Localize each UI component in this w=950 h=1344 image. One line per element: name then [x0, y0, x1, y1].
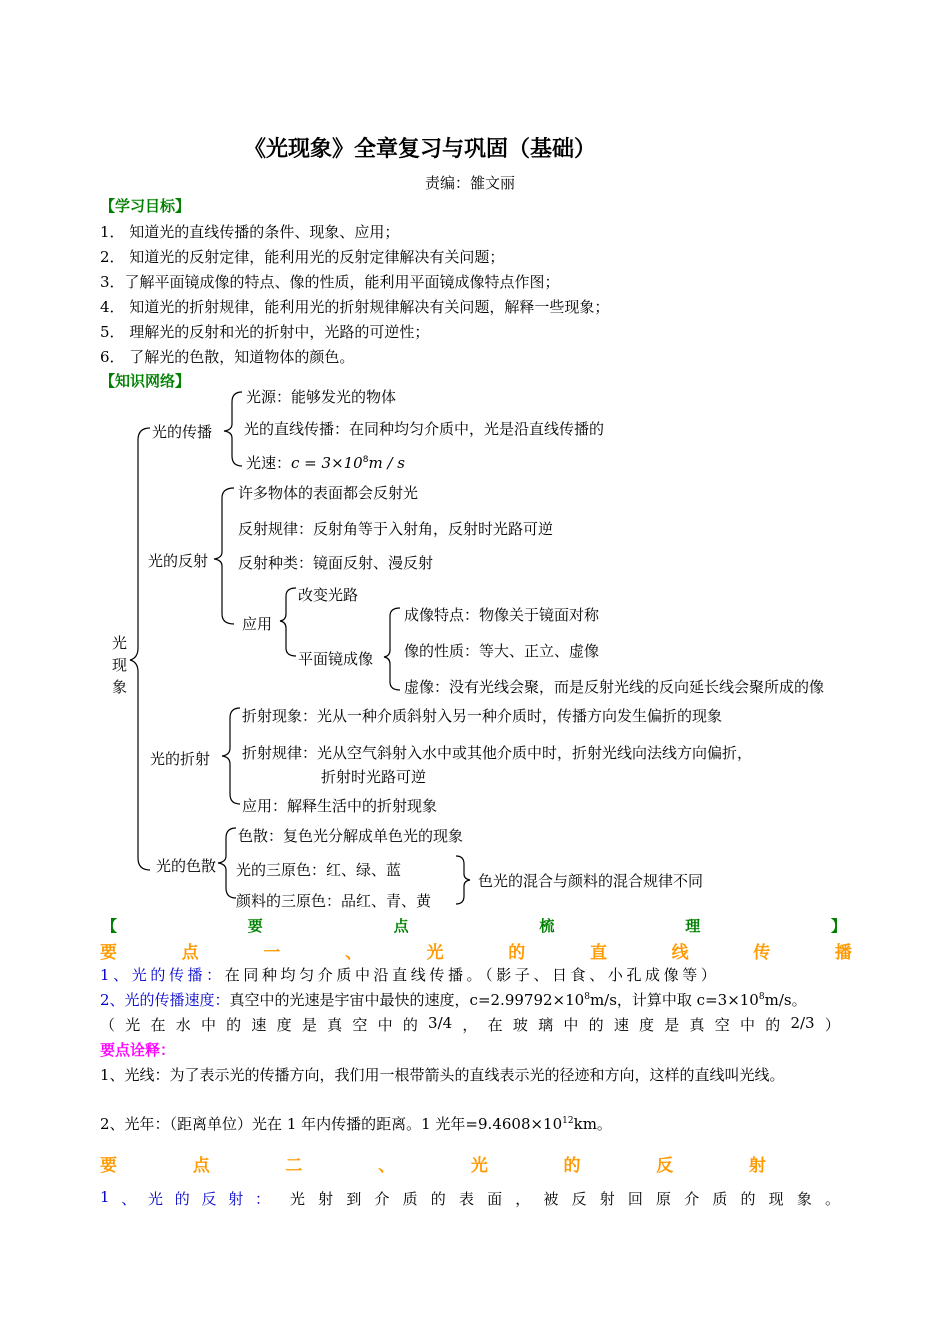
- node-refract-law-cont: 折射时光路可逆: [321, 768, 427, 786]
- node-dispersion: 光的色散: [156, 857, 217, 875]
- node-light-speed: 光速：$c = 3\times 10^8m / s$: [246, 454, 405, 472]
- node-image-property: 像的性质：等大、正立、虚像: [404, 642, 600, 660]
- node-primary-pigment: 颜料的三原色：品红、青、黄: [236, 892, 432, 910]
- goal-item: 4． 知道光的折射规律，能利用光的折射规律解决有关问题，解释一些现象；: [100, 298, 610, 316]
- goal-item: 5． 理解光的反射和光的折射中，光路的可逆性；: [100, 323, 430, 341]
- map-root: 光 现 象: [112, 634, 128, 696]
- node-refract-phenomenon: 折射现象：光从一种介质斜射入另一种介质时，传播方向发生偏折的现象: [242, 707, 723, 725]
- node-refract-law: 折射规律：光从空气斜射入水中或其他介质中时，折射光线向法线方向偏折，: [242, 744, 753, 762]
- node-straight-line: 光的直线传播：在同种均匀介质中，光是沿直线传播的: [244, 420, 605, 438]
- notes-heading: 要点诠释：: [100, 1041, 176, 1059]
- author-line: 责编：雒文丽: [425, 174, 516, 192]
- node-reflect-surface: 许多物体的表面都会反射光: [238, 484, 419, 502]
- page-title: 《光现象》全章复习与巩固（基础）: [243, 136, 596, 162]
- node-refract-app: 应用：解释生活中的折射现象: [242, 797, 438, 815]
- point1-item1: 1、光的传播：在同种均匀介质中沿直线传播。（影子、日食、小孔成像等）: [100, 966, 720, 984]
- node-primary-light: 光的三原色：红、绿、蓝: [236, 861, 402, 879]
- point2-item1-label: 1 、 光 的 反 射 ：: [100, 1188, 270, 1208]
- node-virtual-image: 虚像：没有光线会聚，而是反射光线的反向延长线会聚所成的像: [404, 678, 825, 696]
- point2-heading: 要 点 二 、 光 的 反 射: [100, 1156, 766, 1176]
- point1-item2: 2、光的传播速度：真空中的光速是宇宙中最快的速度，$c=2.99792\times 10^8m/s$，计算中取 $c=3\times 10^8m/s$。: [100, 991, 807, 1009]
- goal-item: 1． 知道光的直线传播的条件、现象、应用；: [100, 223, 400, 241]
- network-heading: 【知识网络】: [100, 372, 191, 390]
- point1-heading: 要 点 一 、 光 的 直 线 传 播: [100, 943, 852, 963]
- node-propagation: 光的传播: [152, 423, 213, 441]
- node-mixing-note: 色光的混合与颜料的混合规律不同: [478, 872, 704, 890]
- points-heading: 【 要 点 梳 理 】: [102, 917, 846, 935]
- node-light-source: 光源：能够发光的物体: [246, 388, 397, 406]
- goals-heading: 【学习目标】: [100, 197, 191, 215]
- node-reflect-types: 反射种类：镜面反射、漫反射: [238, 554, 434, 572]
- point2-item1-text: 光 射 到 介 质 的 表 面 ， 被 反 射 回 原 介 质 的 现 象 。: [290, 1190, 840, 1208]
- point1-item2-cont: （ 光 在 水 中 的 速 度 是 真 空 中 的 3/4 ， 在 玻 璃 中 的 速 度 是 真 空 中 的 2/3 ）: [100, 1014, 840, 1034]
- goal-item: 2． 知道光的反射定律，能利用光的反射定律解决有关问题；: [100, 248, 505, 266]
- node-dispersion-def: 色散：复色光分解成单色光的现象: [238, 827, 464, 845]
- node-reflect-law: 反射规律：反射角等于入射角，反射时光路可逆: [238, 520, 554, 538]
- node-change-path: 改变光路: [298, 586, 359, 604]
- note-light-ray: 1、光线：为了表示光的传播方向，我们用一根带箭头的直线表示光的径迹和方向，这样的直线叫光线。: [100, 1066, 785, 1084]
- node-reflect-app: 应用: [242, 615, 273, 633]
- goal-item: 3．了解平面镜成像的特点、像的性质，能利用平面镜成像特点作图；: [100, 273, 560, 291]
- goal-item: 6． 了解光的色散，知道物体的颜色。: [100, 348, 355, 366]
- note-light-year: 2、光年：（距离单位）光在 1 年内传播的距离。1 光年$=9.4608\times 10^{12}km$。: [100, 1115, 612, 1133]
- node-image-feature: 成像特点：物像关于镜面对称: [404, 606, 600, 624]
- node-refraction: 光的折射: [150, 750, 211, 768]
- node-reflection: 光的反射: [148, 552, 209, 570]
- node-plane-mirror: 平面镜成像: [298, 650, 374, 668]
